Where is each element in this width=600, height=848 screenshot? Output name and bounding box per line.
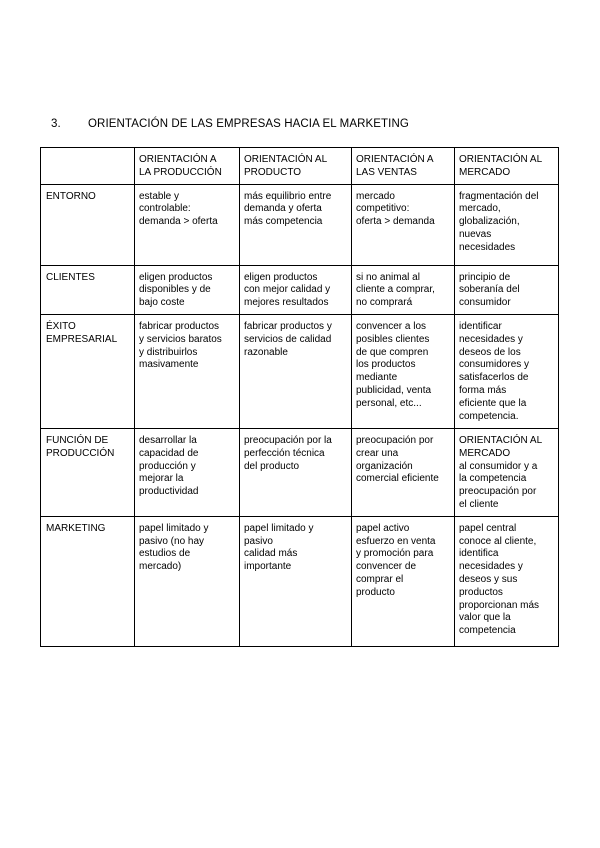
header-producto (240, 148, 352, 185)
cell-line: estudios de (139, 548, 191, 560)
cell-line: crear una (356, 447, 399, 459)
cell-line: valor que la (459, 612, 511, 624)
cell-line: eligen productos (244, 271, 318, 283)
cell-line: con mejor calidad y (244, 284, 331, 296)
section-title: ORIENTACIÓN DE LAS EMPRESAS HACIA EL MARKETING (88, 118, 409, 130)
cell-line: convencer de (356, 561, 417, 573)
row-entorno (41, 184, 559, 265)
cell-line: papel limitado y (139, 522, 209, 534)
table-cell (135, 265, 240, 314)
cell-line: consumidores y (459, 359, 530, 371)
cell-line: disponibles y de (139, 284, 211, 296)
cell-line: producción y (139, 460, 196, 472)
cell-line: competencia. (459, 410, 519, 422)
cell-line: mercado, (459, 203, 501, 215)
cell-line: ÉXITO (46, 320, 76, 332)
cell-line: papel central (459, 522, 517, 534)
cell-line: pasivo (244, 535, 273, 547)
cell-line: preocupación por la (244, 434, 332, 446)
table-cell (455, 314, 559, 428)
cell-line: producto (356, 586, 395, 598)
table-cell (455, 516, 559, 646)
header-corner-cell (41, 148, 135, 185)
cell-line: eligen productos (139, 271, 213, 283)
cell-line: publicidad, venta (356, 384, 432, 396)
cell-line: y distribuirlos (139, 346, 198, 358)
cell-line: PRODUCTO (244, 166, 302, 178)
cell-line: eficiente que la (459, 397, 527, 409)
cell-line: esfuerzo en venta (356, 535, 436, 547)
cell-line: perfección técnica (244, 447, 325, 459)
row-clientes (41, 265, 559, 314)
cell-line: ORIENTACIÓN A (356, 154, 434, 165)
cell-line: papel limitado y (244, 522, 314, 534)
table-cell (240, 516, 352, 646)
cell-line: necesidades y (459, 561, 523, 573)
cell-line: más competencia (244, 216, 323, 228)
cell-line: fabricar productos (139, 320, 220, 332)
table-cell (135, 428, 240, 516)
cell-line: ENTORNO (46, 190, 96, 202)
cell-line: organización (356, 460, 413, 472)
cell-line: deseos y sus (459, 573, 518, 585)
cell-line: fabricar productos y (244, 320, 332, 332)
cell-line: del producto (244, 460, 300, 472)
cell-line: necesidades (459, 241, 516, 253)
cell-line: deseos de los (459, 346, 521, 358)
cell-line: PRODUCCIÓN (46, 447, 115, 459)
cell-line: forma más (459, 384, 507, 396)
cell-line: y servicios baratos (139, 333, 222, 345)
cell-line: FUNCIÓN DE (46, 434, 109, 446)
cell-line: consumidor (459, 297, 511, 309)
cell-line: principio de (459, 271, 511, 283)
row-exito-empresarial (41, 314, 559, 428)
cell-line: si no animal al (356, 271, 420, 283)
section-heading (51, 118, 409, 130)
cell-line: oferta > demanda (356, 216, 435, 228)
row-label (41, 428, 135, 516)
cell-line: soberanía del (459, 284, 520, 296)
cell-line: proporcionan más (459, 599, 540, 611)
table-cell (352, 428, 455, 516)
cell-line: la competencia (459, 473, 527, 485)
cell-line: estable y (139, 190, 180, 202)
cell-line: servicios de calidad (244, 333, 332, 345)
row-label (41, 516, 135, 646)
cell-line: preocupación por (356, 434, 434, 446)
cell-line: competencia (459, 625, 516, 637)
table-cell (455, 428, 559, 516)
cell-line: MARKETING (46, 522, 106, 534)
cell-line: demanda y oferta (244, 203, 322, 215)
cell-line: mediante (356, 372, 398, 384)
table-cell (135, 314, 240, 428)
cell-line: CLIENTES (46, 271, 95, 283)
cell-line: necesidades y (459, 333, 523, 345)
cell-line: EMPRESARIAL (46, 333, 118, 345)
cell-line: comercial eficiente (356, 473, 439, 485)
cell-line: mercado) (139, 561, 182, 573)
table-cell (240, 314, 352, 428)
cell-line: mejorar la (139, 473, 184, 485)
cell-line: capacidad de (139, 447, 199, 459)
row-label (41, 184, 135, 265)
table-cell (455, 184, 559, 265)
cell-line: importante (244, 561, 292, 573)
row-label (41, 265, 135, 314)
header-produccion (135, 148, 240, 185)
cell-line: personal, etc... (356, 397, 422, 409)
cell-line: bajo coste (139, 297, 185, 309)
cell-line: productividad (139, 486, 199, 498)
cell-line: controlable: (139, 203, 191, 215)
cell-line: el cliente (459, 498, 499, 510)
header-mercado (455, 148, 559, 185)
cell-line: globalización, (459, 216, 520, 228)
cell-line: identificar (459, 320, 502, 332)
cell-line: cliente a comprar, (356, 284, 435, 296)
cell-line: calidad más (244, 548, 298, 560)
section-number: 3. (51, 118, 61, 130)
cell-line: los productos (356, 359, 416, 371)
cell-line: desarrollar la (139, 434, 197, 446)
cell-line: masivamente (139, 359, 199, 371)
cell-line: no comprará (356, 297, 413, 309)
row-funcion-produccion (41, 428, 559, 516)
cell-line: productos (459, 586, 503, 598)
cell-line: más equilibrio entre (244, 190, 332, 202)
cell-line: fragmentación del (459, 190, 539, 202)
cell-line: mercado (356, 190, 395, 202)
table-cell (240, 184, 352, 265)
cell-line: posibles clientes (356, 333, 430, 345)
cell-line: MERCADO (459, 447, 511, 459)
cell-line: al consumidor y a (459, 460, 538, 472)
cell-line: razonable (244, 346, 288, 358)
table-cell (135, 184, 240, 265)
cell-line: identifica (459, 548, 499, 560)
cell-line: conoce al cliente, (459, 535, 537, 547)
cell-line: de que compren (356, 346, 429, 358)
table-cell (240, 428, 352, 516)
cell-line: ORIENTACIÓN AL (459, 434, 543, 446)
cell-line: mejores resultados (244, 297, 329, 309)
table-cell (135, 516, 240, 646)
cell-line: MERCADO (459, 166, 511, 178)
row-label (41, 314, 135, 428)
cell-line: nuevas (459, 228, 492, 240)
cell-line: LAS VENTAS (356, 166, 417, 178)
cell-line: demanda > oferta (139, 216, 218, 228)
cell-line: papel activo (356, 522, 410, 534)
cell-line: LA PRODUCCIÓN (139, 166, 222, 178)
table-cell (352, 265, 455, 314)
cell-line: ORIENTACIÓN A (139, 154, 217, 165)
table-cell (352, 314, 455, 428)
cell-line: comprar el (356, 573, 404, 585)
cell-line: ORIENTACIÓN AL (244, 154, 328, 165)
cell-line: convencer a los (356, 320, 427, 332)
cell-line: competitivo: (356, 203, 410, 215)
table-cell (240, 265, 352, 314)
table-cell (352, 184, 455, 265)
cell-line: satisfacerlos de (459, 372, 529, 384)
table-cell (352, 516, 455, 646)
cell-line: preocupación por (459, 486, 537, 498)
cell-line: pasivo (no hay (139, 535, 205, 547)
cell-line: ORIENTACIÓN AL (459, 154, 543, 165)
row-marketing (41, 516, 559, 646)
marketing-orientation-table (40, 147, 559, 647)
cell-line: y promoción para (356, 548, 434, 560)
table-cell (455, 265, 559, 314)
header-row (41, 148, 559, 185)
header-ventas (352, 148, 455, 185)
